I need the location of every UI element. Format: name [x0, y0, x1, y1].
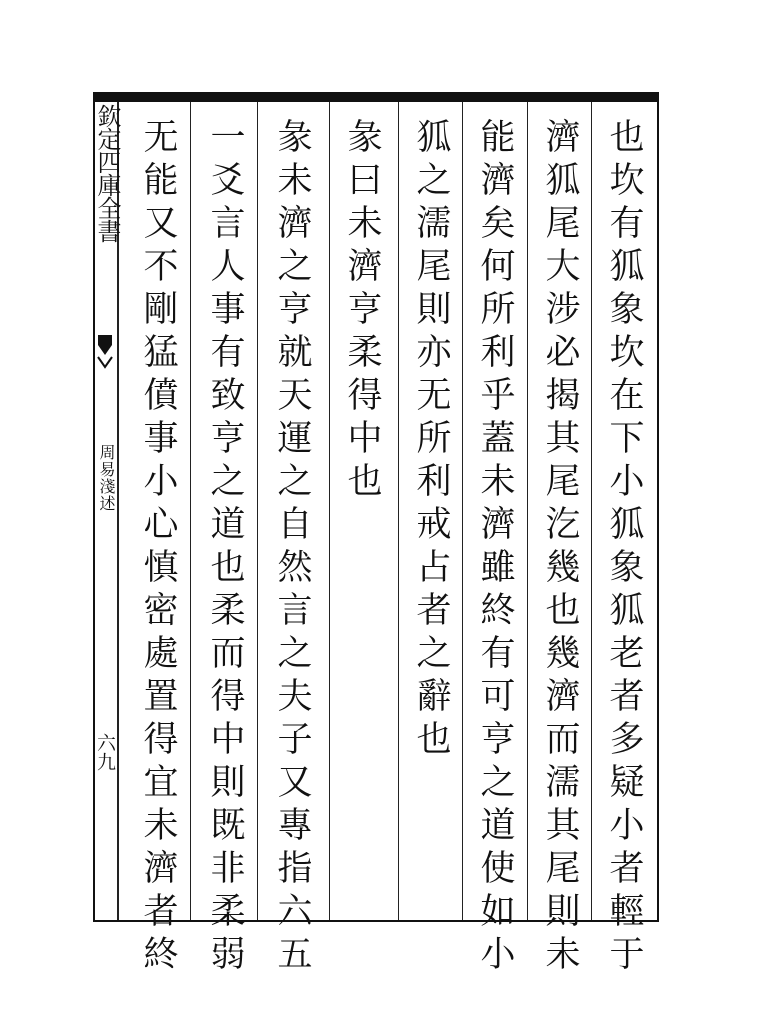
column-rule	[591, 102, 592, 920]
leaf-number: 六九	[94, 733, 116, 771]
fish-tail-mark-icon	[97, 333, 113, 371]
column-rule	[398, 102, 399, 920]
text-column-7: 一爻言人事有致亨之道也柔而得中則既非柔弱	[205, 118, 245, 978]
text-column-1: 也坎有狐象坎在下小狐象狐老者多疑小者輕于	[604, 118, 644, 978]
column-rule	[190, 102, 191, 920]
text-column-6: 彖未濟之亨就天運之自然言之夫子又專指六五	[272, 118, 312, 978]
text-column-2: 濟狐尾大涉必揭其尾汔幾也幾濟而濡其尾則未	[540, 118, 580, 978]
column-rule	[257, 102, 258, 920]
column-rule	[329, 102, 330, 920]
text-column-8: 无能又不剛猛僨事小心慎密處置得宜未濟者終	[138, 118, 178, 978]
collection-title: 欽定四庫全書	[93, 104, 121, 242]
column-rule	[462, 102, 463, 920]
text-column-5: 彖曰未濟亨柔得中也	[342, 118, 382, 505]
text-column-4: 狐之濡尾則亦无所利戒占者之辭也	[411, 118, 451, 763]
column-rule	[527, 102, 528, 920]
text-column-3: 能濟矣何所利乎蓋未濟雖終有可亨之道使如小	[475, 118, 515, 978]
book-title: 周易淺述	[97, 444, 116, 512]
